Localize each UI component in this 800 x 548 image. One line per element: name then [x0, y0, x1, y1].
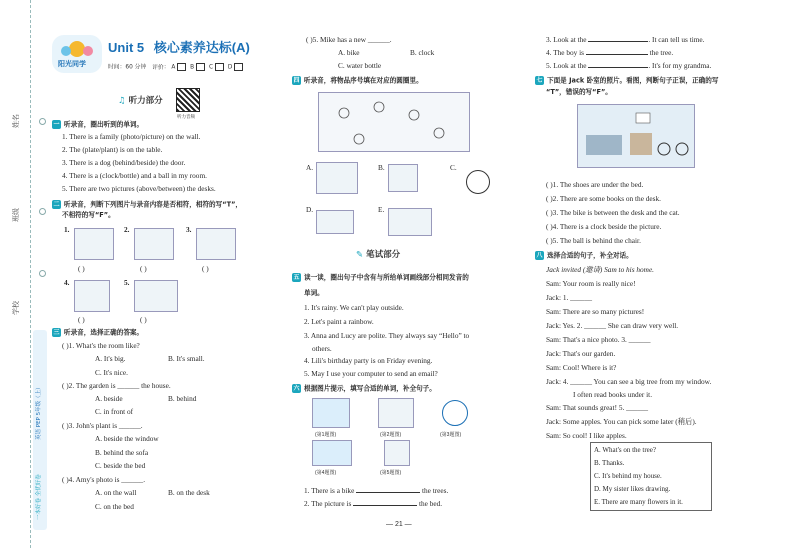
qr-caption: 听力音频 — [177, 114, 195, 119]
option-b: B. Thanks. — [594, 459, 625, 467]
page-title: 核心素养达标(A) — [153, 40, 250, 55]
s3-q5: ( )5. Mike has a new ______. — [306, 35, 392, 44]
s2-label-5: 5. — [124, 278, 130, 287]
ball-picture — [466, 170, 490, 194]
s1-item-1: 1. There is a family (photo/picture) on the wall. — [62, 132, 201, 141]
s8-line-1: Sam: Your room is really nice! — [546, 279, 636, 288]
brand-logo — [52, 35, 102, 73]
section-6-instruction: 根据图片提示，填写合适的单词，补全句子。 — [304, 384, 436, 393]
unit-title — [108, 40, 250, 56]
headphones-icon: ♫ — [118, 96, 126, 106]
s4-label-b: B. — [378, 163, 385, 172]
s6-blank-2[interactable] — [353, 505, 417, 506]
grade-d: D — [227, 64, 233, 71]
s2-label-2: 2. — [124, 225, 130, 234]
section-1-heading — [52, 120, 143, 129]
table-picture — [134, 228, 174, 260]
pen-icon: ✎ — [356, 250, 364, 260]
section-8-badge: 八 — [536, 252, 543, 259]
listening-part-title — [118, 96, 163, 106]
section-3-instruction: 听录音，选择正确的答案。 — [64, 328, 144, 337]
s8-line-4: Jack: Yes. 2. ______ She can draw very well. — [546, 321, 679, 330]
door-picture — [74, 280, 110, 312]
s3-q4: ( )4. Amy's photo is ______. — [62, 475, 146, 484]
section-2-badge: 二 — [53, 201, 60, 208]
writing-part-title — [356, 250, 400, 260]
bedroom-scene-icon — [578, 105, 696, 169]
s3-q3: ( )3. John's plant is ______. — [62, 421, 143, 430]
s4-label-d: D. — [306, 205, 314, 214]
section-7-instruction-2: “T”，错误的写“F”。 — [546, 88, 612, 96]
option-a: A. What's on the tree? — [594, 446, 656, 454]
book-tag: 英语 PEP 5年级（上） — [36, 384, 42, 440]
section-5-instruction: 读一读，圈出句子中含有与所给单词画线部分相同发音的 — [304, 273, 469, 282]
qr-code-icon[interactable] — [176, 88, 200, 112]
unit-number: Unit 5 — [108, 40, 145, 55]
s6-caption-1: (第1题图) — [315, 432, 337, 438]
grade-c-box[interactable] — [215, 63, 224, 71]
dialogue-options-box — [590, 442, 712, 511]
clock-picture — [442, 400, 468, 426]
s3-q4-c: C. on the bed — [95, 502, 134, 511]
grade-label: 评价 — [152, 64, 164, 71]
s6-caption-4: (第4题图) — [315, 470, 337, 476]
s2-label-3: 3. — [186, 225, 192, 234]
s2-answer-3[interactable]: ( ) — [202, 264, 209, 273]
section-8-instruction: 选择合适的句子，补全对话。 — [547, 251, 633, 260]
meta-line: 时间：60 分钟 评价： A B C D — [108, 63, 245, 71]
s6-item-2: 2. The picture is the bed. — [304, 499, 443, 508]
s8-line-6: Jack: That's our garden. — [546, 349, 616, 358]
s3-q1-b: B. It's small. — [168, 354, 205, 363]
s5-item-1: 1. It's rainy. We can't play outside. — [304, 303, 404, 312]
plant-box-picture — [196, 228, 236, 260]
tree-bike-picture — [312, 398, 350, 428]
grade-a: A — [171, 64, 176, 71]
s8-line-12: Sam: So cool! I like apples. — [546, 431, 627, 440]
option-d: D. My sister likes drawing. — [594, 485, 671, 493]
listening-title-text: 听力部分 — [128, 96, 163, 106]
binding-hole — [39, 270, 46, 277]
class-label: 班级 — [12, 208, 20, 222]
s3-q2: ( )2. The garden is ______ the house. — [62, 381, 171, 390]
s6-item-4: 4. The boy is the tree. — [546, 48, 674, 57]
s1-item-2: 2. The (plate/plant) is on the table. — [62, 145, 163, 154]
s8-line-10: Sam: That sounds great! 5. ______ — [546, 403, 649, 412]
section-4-heading — [292, 76, 423, 85]
s3-q3-a: A. beside the window — [95, 434, 159, 443]
s7-item-2: ( )2. There are some books on the desk. — [546, 194, 661, 203]
dog-picture — [388, 164, 418, 192]
s3-q2-b: B. behind — [168, 394, 197, 403]
s5-item-2: 2. Let's paint a rainbow. — [304, 317, 374, 326]
section-5-instruction-2: 单词。 — [304, 289, 324, 297]
section-3-badge: 三 — [53, 329, 60, 336]
s3-q5-a: A. bike — [338, 48, 360, 57]
s8-line-11: Jack: Some apples. You can pick some later (稍后). — [546, 417, 697, 426]
s7-item-1: ( )1. The shoes are under the bed. — [546, 180, 644, 189]
section-7-heading — [535, 76, 718, 85]
s2-label-1: 1. — [64, 225, 70, 234]
section-2-instruction: 听录音，判断下列图片与录音内容是否相符，相符的写“T”， — [64, 200, 243, 209]
s6-item-1: 1. There is a bike the trees. — [304, 486, 449, 495]
room-circles-icon — [319, 93, 471, 153]
sofa-picture — [316, 210, 354, 234]
grade-b-box[interactable] — [196, 63, 205, 71]
section-2-instruction-2: 不相符的写“F”。 — [62, 211, 115, 219]
section-8-heading — [535, 251, 633, 260]
section-4-instruction: 听录音，将物品序号填在对应的圆圈里。 — [304, 76, 423, 85]
s1-item-3: 3. There is a dog (behind/beside) the door. — [62, 158, 186, 167]
option-e: E. There are many flowers in it. — [594, 498, 683, 506]
s6-blank-4[interactable] — [586, 54, 648, 55]
section-3-heading — [52, 328, 143, 337]
s3-q2-a: A. beside — [95, 394, 123, 403]
s5-item-3: 3. Anna and Lucy are polite. They always say “Hello” to — [304, 331, 470, 340]
s6-blank-5[interactable] — [588, 67, 648, 68]
s7-item-4: ( )4. There is a clock beside the picture. — [546, 222, 662, 231]
computer-picture — [388, 208, 432, 236]
binding-hole — [39, 118, 46, 125]
section-1-instruction: 听录音，圈出听到的单词。 — [64, 120, 144, 129]
s3-q5-c: C. water bottle — [338, 61, 382, 70]
jack-bedroom-picture — [577, 104, 695, 168]
s3-q3-b: B. behind the sofa — [95, 448, 149, 457]
section-6-heading — [292, 384, 436, 393]
s3-q3-c: C. beside the bed — [95, 461, 146, 470]
s2-answer-4[interactable]: ( ) — [78, 315, 85, 324]
bed-picture — [378, 398, 414, 428]
s4-label-e: E. — [378, 205, 385, 214]
boy-tree-picture — [312, 440, 352, 466]
grade-a-box[interactable] — [177, 63, 186, 71]
s2-answer-1[interactable]: ( ) — [78, 264, 85, 273]
grade-d-box[interactable] — [234, 63, 243, 71]
s2-answer-2[interactable]: ( ) — [140, 264, 147, 273]
s2-label-4: 4. — [64, 278, 70, 287]
section-7-badge: 七 — [536, 77, 543, 84]
s6-caption-5: (第5题图) — [380, 470, 402, 476]
s6-item-5: 5. Look at the . It's for my grandma. — [546, 61, 712, 70]
binding-strip — [0, 0, 50, 548]
family-photo-picture — [316, 162, 358, 194]
s8-line-8: Jack: 4. ______ You can see a big tree from my window. — [546, 377, 712, 386]
s7-item-3: ( )3. The bike is between the desk and the cat. — [546, 208, 680, 217]
section-2-heading — [52, 200, 242, 209]
s7-item-5: ( )5. The ball is behind the chair. — [546, 236, 641, 245]
dogs-picture — [134, 280, 178, 312]
s6-caption-2: (第2题图) — [380, 432, 402, 438]
s8-line-3: Sam: There are so many pictures! — [546, 307, 645, 316]
s6-caption-3: (第3题图) — [440, 432, 462, 438]
time-value: 60 分钟 — [125, 64, 147, 71]
binding-hole — [39, 208, 46, 215]
s3-q4-a: A. on the wall — [95, 488, 137, 497]
section-4-badge: 四 — [293, 77, 300, 84]
brand-tag: 一本好卷 全优好卷 — [36, 474, 42, 520]
s3-q1: ( )1. What's the room like? — [62, 341, 140, 350]
s5-item-4: 4. Lili's birthday party is on Friday evening. — [304, 356, 433, 365]
grade-c: C — [208, 64, 214, 71]
section-5-badge: 五 — [293, 274, 300, 281]
section-1-badge: 一 — [53, 121, 60, 128]
s4-label-a: A. — [306, 163, 314, 172]
s3-q2-c: C. in front of — [95, 407, 134, 416]
s8-line-7: Sam: Cool! Where is it? — [546, 363, 617, 372]
s1-item-5: 5. There are two pictures (above/between) the desks. — [62, 184, 216, 193]
s8-line-5: Sam: That's a nice photo. 3. ______ — [546, 335, 651, 344]
s4-label-c: C. — [450, 163, 457, 172]
school-label: 学校 — [12, 301, 20, 315]
s8-intro: Jack invited (邀请) Sam to his home. — [546, 265, 655, 274]
s5-item-3b: others. — [312, 344, 332, 353]
writing-title-text: 笔试部分 — [366, 250, 401, 260]
room-diagram — [318, 92, 470, 152]
s6-blank-1[interactable] — [356, 492, 420, 493]
brand-name: 阳光同学 — [58, 61, 86, 68]
s3-q5-b: B. clock — [410, 48, 435, 57]
s1-item-4: 4. There is a (clock/bottle) and a ball in my room. — [62, 171, 207, 180]
box-rabbit-picture — [74, 228, 114, 260]
option-c: C. It's behind my house. — [594, 472, 662, 480]
grade-b: B — [190, 64, 195, 71]
section-6-badge: 六 — [293, 385, 300, 392]
section-7-instruction: 下面是 Jack 卧室的照片。看图，判断句子正误，正确的写 — [547, 76, 719, 85]
s6-blank-3[interactable] — [588, 41, 648, 42]
page-number: — 21 — — [386, 521, 412, 528]
name-label: 姓名 — [12, 114, 20, 128]
s3-q1-a: A. It's big. — [95, 354, 126, 363]
s6-item-3: 3. Look at the . It can tell us time. — [546, 35, 705, 44]
plant-picture — [384, 440, 410, 466]
s3-q4-b: B. on the desk — [168, 488, 210, 497]
s2-answer-5[interactable]: ( ) — [140, 315, 147, 324]
cut-line — [30, 0, 31, 548]
s8-line-2: Jack: 1. ______ — [546, 293, 593, 302]
section-5-heading — [292, 273, 469, 282]
s8-line-9: I often read books under it. — [573, 390, 653, 399]
time-label: 时间 — [108, 64, 120, 71]
s5-item-5: 5. May I use your computer to send an email? — [304, 369, 438, 378]
s3-q1-c: C. It's nice. — [95, 368, 128, 377]
